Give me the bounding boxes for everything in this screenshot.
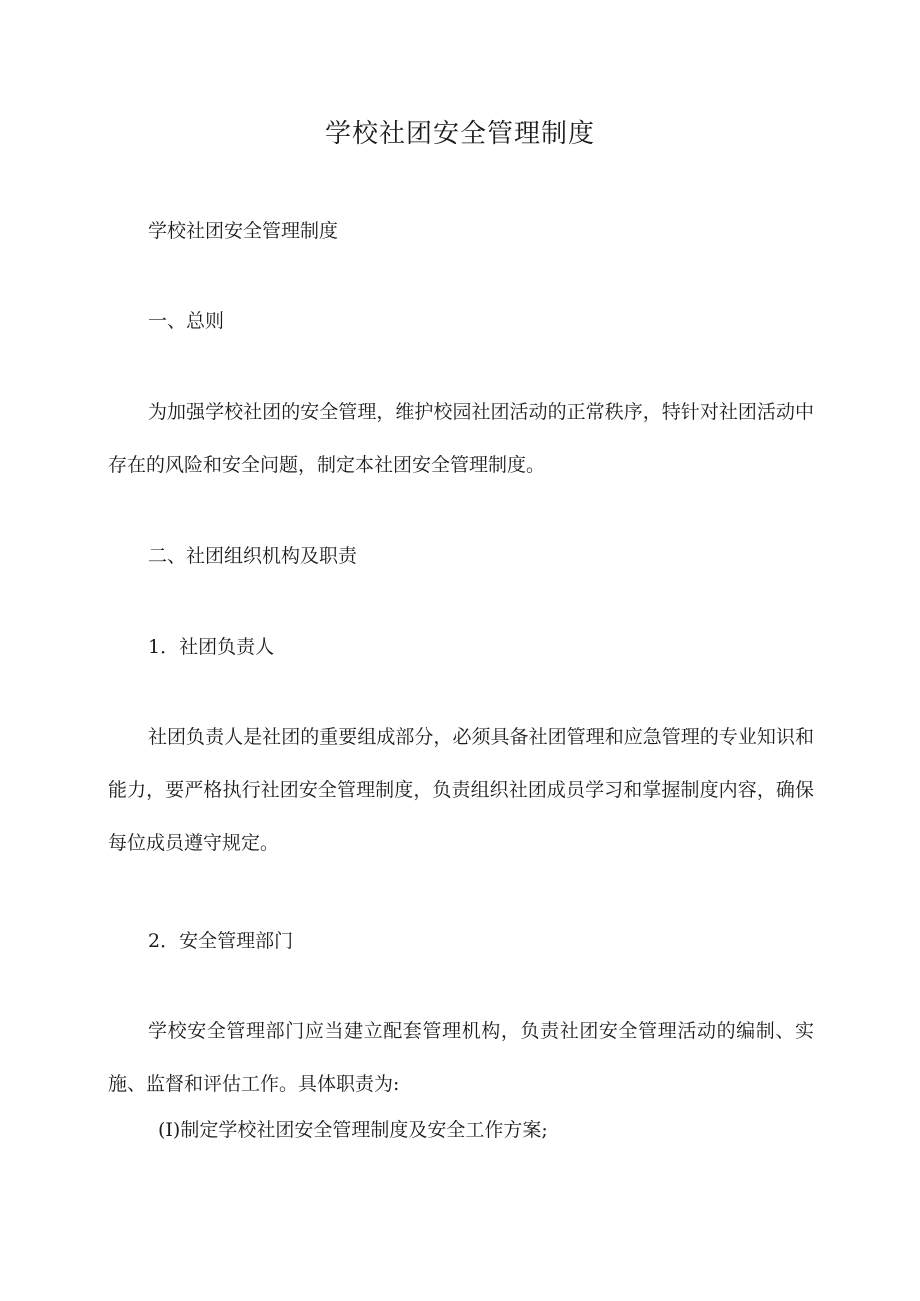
paragraph-subtitle: 学校社团安全管理制度 [148, 220, 339, 242]
subheading-club-leader: 1．社团负责人 [148, 636, 275, 658]
subheading-safety-department: 2．安全管理部门 [148, 930, 294, 952]
section-heading-general: 一、总则 [148, 310, 225, 332]
paragraph-general-purpose: 为加强学校社团的安全管理，维护校园社团活动的正常秩序，特针对社团活动中存在的风险和安全问题，制定本社团安全管理制度。 [108, 401, 814, 476]
section-heading-organization: 二、社团组织机构及职责 [148, 545, 358, 567]
paragraph-club-leader: 社团负责人是社团的重要组成部分，必须具备社团管理和应急管理的专业知识和能力，要严格执行社团安全管理制度，负责组织社团成员学习和掌握制度内容，确保每位成员遵守规定。 [108, 726, 814, 854]
paragraph-safety-department: 学校安全管理部门应当建立配套管理机构，负责社团安全管理活动的编制、实施、监督和评估工作。具体职责为: [108, 1020, 814, 1095]
document-title: 学校社团安全管理制度 [324, 119, 595, 149]
list-item-duty-1: (I)制定学校社团安全管理制度及安全工作方案; [158, 1119, 548, 1141]
